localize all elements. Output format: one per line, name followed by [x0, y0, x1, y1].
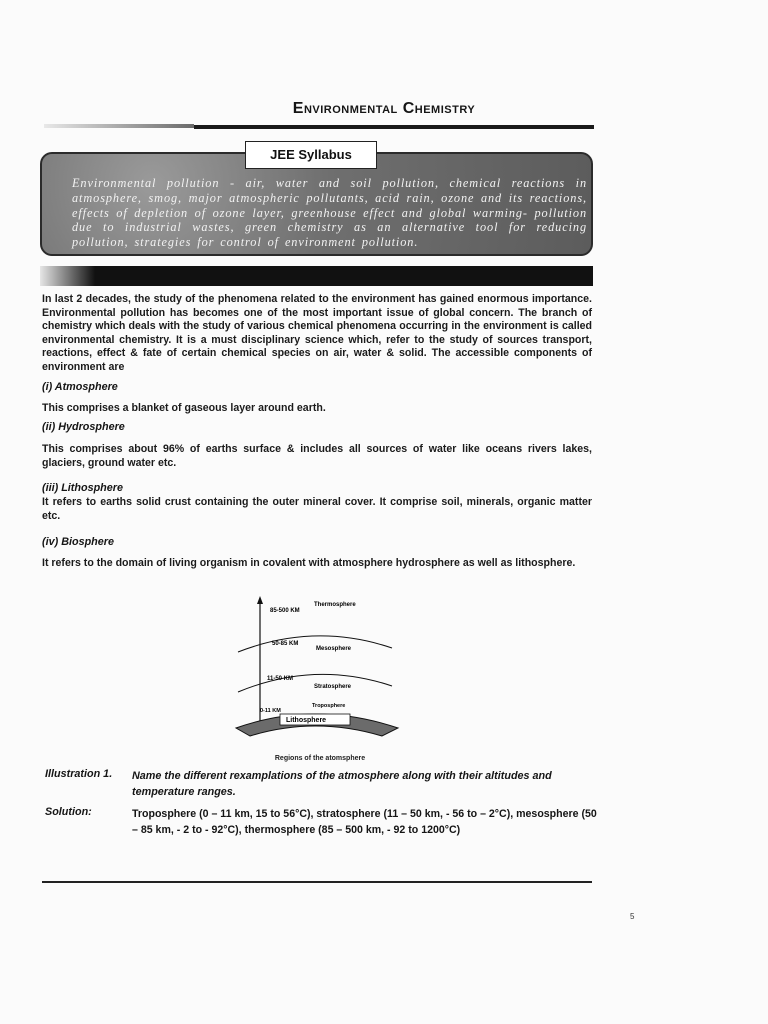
title-rule	[194, 125, 594, 129]
diagram-caption: Regions of the atomsphere	[274, 755, 366, 762]
atmosphere-diagram	[230, 588, 420, 738]
section-heading: (i) Atmosphere	[42, 381, 118, 393]
section-text: This comprises a blanket of gaseous layer around earth.	[42, 402, 326, 414]
section-text: It refers to earths solid crust containing the outer mineral cover. It comprise soil, minerals, organic matter etc.	[42, 496, 592, 522]
section-heading: (iii) Lithosphere	[42, 482, 123, 494]
layer-range: 85-500 KM	[270, 608, 300, 614]
section-heading: (iv) Biosphere	[42, 536, 114, 548]
footer-rule	[42, 881, 592, 883]
title-rule-fade	[44, 124, 194, 128]
intro-paragraph: In last 2 decades, the study of the phenomena related to the environment has gained enormous importance. Environmental pollution has becomes one of the most important issue of global concern. The branch of chemistry which deals with the study of various chemical phenomena occurring in the environment is called environmental chemistry. It is a must disciplinary science which, refer to the study of sources transport, reactions, effect & fate of certain chemical species on air, water & solid. The accessible components of environment are	[42, 293, 592, 373]
illustration-question: Name the different rexamplations of the atmosphere along with their altitudes and temperature ranges.	[132, 770, 552, 798]
layer-name: Troposphere	[312, 703, 346, 709]
layer-range: 50-85 KM	[272, 641, 299, 647]
lithosphere-label: Lithosphere	[286, 717, 327, 724]
layer-name: Mesosphere	[316, 646, 352, 652]
layer-range: 0-11 KM	[260, 708, 281, 714]
section-divider-fade	[40, 266, 95, 286]
layer-name: Thermosphere	[314, 602, 356, 608]
syllabus-text: Environmental pollution - air, water and soil pollution, chemical reactions in atmosphere, smog, major atmospheric pollutants, acid rain, ozone and its reactions, effects of depletion of ozone layer, greenhouse effect and global warming- pollution due to industrial wastes, green chemistry as an alternative tool for reducing pollution, strategies for control of environment pollution.	[72, 176, 587, 250]
layer-name: Stratosphere	[314, 684, 352, 690]
chapter-title: Environmental Chemistry	[292, 100, 476, 117]
section-heading: (ii) Hydrosphere	[42, 421, 125, 433]
layer-range: 11-50 KM	[267, 676, 294, 682]
section-divider-bar	[40, 266, 593, 286]
section-text: It refers to the domain of living organism in covalent with atmosphere hydrosphere as well as lithosphere.	[42, 557, 576, 569]
section-text: This comprises about 96% of earths surface & includes all sources of water like oceans rivers lakes, glaciers, ground water etc.	[42, 443, 592, 469]
layer-boundary	[238, 636, 392, 652]
syllabus-tab: JEE Syllabus	[245, 141, 377, 169]
solution-text: Troposphere (0 – 11 km, 15 to 56°C), stratosphere (11 – 50 km, - 56 to – 2°C), mesosphere (50 – 85 km, - 2 to - 92°C), thermosphere (85 – 500 km, - 92 to 1200°C)	[132, 808, 597, 836]
page-number: 5	[630, 912, 635, 921]
arrow-up-icon	[257, 596, 263, 604]
illustration-label: Illustration 1.	[45, 768, 113, 780]
solution-label: Solution:	[45, 806, 92, 818]
